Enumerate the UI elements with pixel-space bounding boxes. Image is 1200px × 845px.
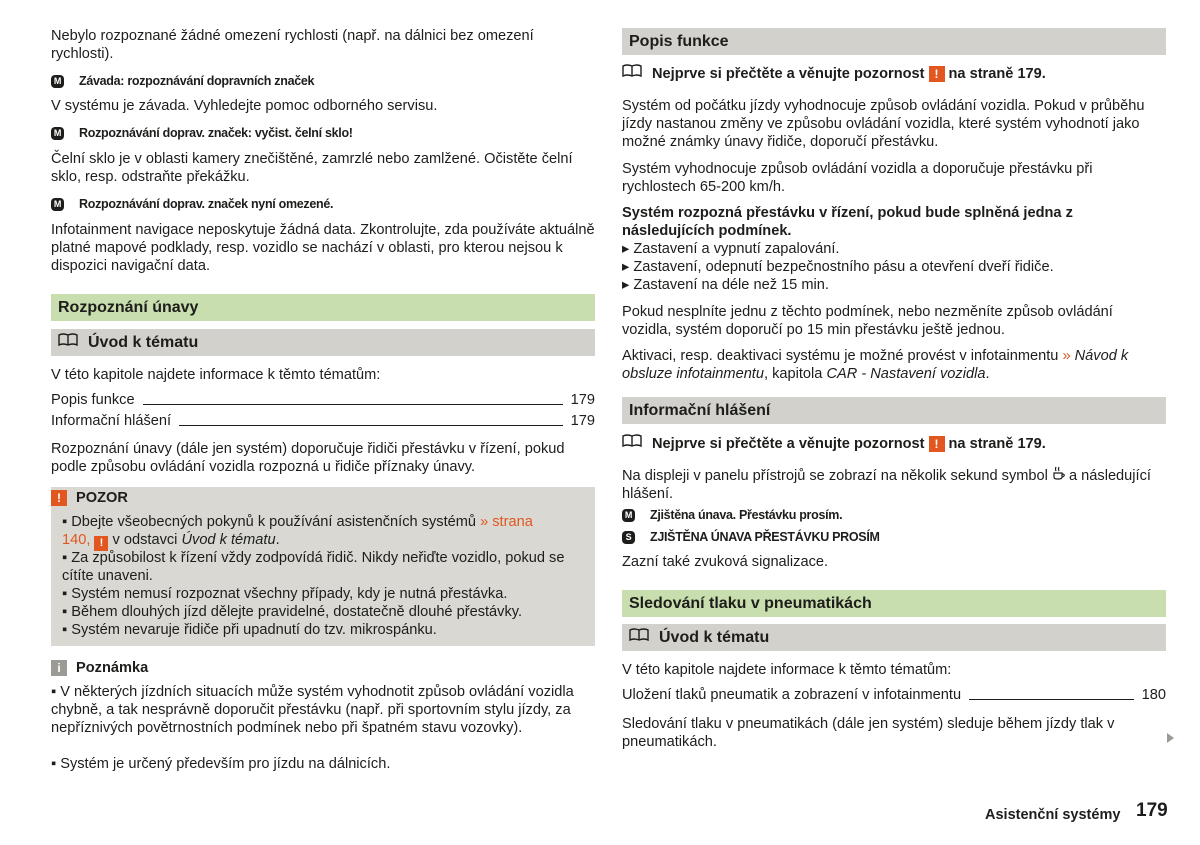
- coffee-cup-icon: [1052, 468, 1065, 484]
- description-text: Rozpoznání únavy (dále jen systém) doporučuje řidiči přestávku v řízení, pokud podle způsobu ovládání vozidla rozpozná u řidiče příznaky únavy.: [51, 441, 565, 475]
- reference-title[interactable]: Návod k obsluze infotainmentu: [622, 348, 1129, 382]
- warning-item: ▪ Systém nemusí rozpoznat všechny případy, kdy je nutná přestávka.: [62, 586, 508, 602]
- warning-title: POZOR: [76, 490, 128, 506]
- warning-item: ▪ Během dlouhých jízd dělejte pravidelné, dostatečně dlouhé přestávky.: [62, 604, 523, 620]
- read-first-text: Nejprve si přečtěte a věnujte pozornost: [652, 435, 925, 452]
- paragraph: Pokud nesplníte jednu z těchto podmínek, nebo nezměníte způsob ovládání vozidla, systém doporučí po 15 min přestávku ještě jednou.: [622, 304, 1113, 338]
- note-item: ▪ Systém je určený především pro jízdu na dálnicích.: [51, 756, 391, 772]
- footer-page-number: 179: [1136, 800, 1168, 821]
- paragraph-text: .: [985, 366, 990, 382]
- message-row: [51, 124, 595, 142]
- note-item-text: V některých jízdních situacích může systém vyhodnotit způsob ovládání vozidla chybně, a tak nesprávně doporučit přestávku (např. při sportovním stylu jízdy, za nepříznivých povětrnostních podmínek nebo při špatném stavu vozovky).: [51, 684, 574, 736]
- warning-icon: !: [51, 490, 67, 506]
- section-heading: Informační hlášení: [622, 397, 1166, 424]
- condition-text: Zastavení, odepnutí bezpečnostního pásu a otevření dveří řidiče.: [633, 259, 1054, 275]
- note-header: [51, 659, 595, 677]
- toc-entry[interactable]: [622, 686, 1166, 704]
- warning-header: [51, 489, 128, 507]
- warning-item-text: Za způsobilost k řízení vždy zodpovídá řidič. Nikdy neřiďte vozidlo, pokud se cítíte unaveni.: [62, 550, 565, 584]
- warning-box: [51, 487, 595, 646]
- reference-arrow[interactable]: »: [1062, 348, 1071, 364]
- warning-icon: !: [929, 66, 945, 82]
- paragraph: Zazní také zvuková signalizace.: [622, 554, 829, 570]
- toc-intro: V této kapitole najdete informace k těmto tématům:: [51, 367, 381, 383]
- condition-item: ▸ Zastavení a vypnutí zapalování.: [622, 241, 840, 257]
- message-row: [622, 528, 1166, 546]
- warning-item-text: Úvod k tématu: [181, 532, 276, 548]
- message-text: V systému je závada. Vyhledejte pomoc odborného servisu.: [51, 98, 438, 114]
- read-first-text: Nejprve si přečtěte a věnujte pozornost: [652, 65, 925, 82]
- toc-intro: V této kapitole najdete informace k těmto tématům:: [622, 662, 952, 678]
- info-icon: i: [51, 660, 67, 676]
- message-row: [51, 72, 595, 90]
- paragraph-text: Aktivaci, resp. deaktivaci systému je možné provést v infotainmentu: [622, 348, 1059, 364]
- book-icon: [622, 434, 642, 453]
- read-first-notice: [622, 434, 1166, 453]
- note-item: ▪ V některých jízdních situacích může systém vyhodnotit způsob ovládání vozidla chybně, a tak nesprávně doporučit přestávku (např. při sportovním stylu jízdy, za nepříznivých povětrnostních podmínek nebo při špatném stavu vozovky).: [51, 684, 574, 736]
- footer-chapter-title: Asistenční systémy: [985, 807, 1121, 823]
- toc-leader: [143, 404, 563, 405]
- paragraph: Systém vyhodnocuje způsob ovládání vozidla a doporučuje přestávku při rychlostech 65-200 km/h.: [622, 161, 1093, 195]
- message-row: [622, 506, 1166, 524]
- paragraph-text: a následující hlášení.: [622, 468, 1151, 502]
- message-row: [51, 195, 595, 213]
- warning-item-text: Během dlouhých jízd dělejte pravidelné, dostatečně dlouhé přestávky.: [71, 604, 523, 620]
- message-symbol-icon: M: [51, 75, 64, 88]
- paragraph: Systém od počátku jízdy vyhodnocuje způsob ovládání vozidla. Pokud v průběhu jízdy nastanou změny ve způsobu ovládání vozidla, které systém vyhodnotí jako možné známky únavy řidiče, doporučí přestávku.: [622, 98, 1145, 150]
- warning-small-icon: !: [94, 536, 108, 551]
- page-reference-link[interactable]: » strana 140,: [62, 514, 533, 548]
- warning-item-text: Systém nevaruje řidiče při upadnutí do tzv. mikrospánku.: [71, 622, 437, 638]
- toc-entry[interactable]: [51, 391, 595, 409]
- message-symbol-icon: S: [622, 531, 635, 544]
- toc-page: 180: [1141, 687, 1166, 703]
- message-title: Rozpoznávání doprav. značek: vyčist. čelní sklo!: [79, 126, 353, 140]
- reference-chapter: CAR - Nastavení vozidla: [826, 366, 986, 382]
- message-symbol-icon: M: [51, 198, 64, 211]
- subsection-heading: [51, 329, 595, 356]
- condition-item: ▸ Zastavení na déle než 15 min.: [622, 277, 829, 293]
- note-title: Poznámka: [76, 660, 149, 676]
- toc-page: 179: [570, 392, 595, 408]
- section-heading: Popis funkce: [622, 28, 1166, 55]
- paragraph: [622, 466, 1166, 503]
- message-symbol-icon: M: [622, 509, 635, 522]
- book-icon: [58, 329, 78, 356]
- message-symbol-icon: M: [51, 127, 64, 140]
- paragraph: Sledování tlaku v pneumatikách (dále jen systém) sleduje během jízdy tlak v pneumatikách.: [622, 716, 1115, 750]
- condition-text: Zastavení a vypnutí zapalování.: [633, 241, 840, 257]
- toc-entry[interactable]: [51, 412, 595, 430]
- warning-item: ▪ Za způsobilost k řízení vždy zodpovídá řidič. Nikdy neřiďte vozidlo, pokud se cítíte unaveni.: [62, 550, 565, 584]
- message-title: Závada: rozpoznávání dopravních značek: [79, 74, 315, 88]
- toc-label: Uložení tlaků pneumatik a zobrazení v infotainmentu: [622, 687, 962, 703]
- read-first-page[interactable]: na straně 179.: [948, 65, 1046, 82]
- book-icon: [629, 624, 649, 651]
- condition-item: ▸ Zastavení, odepnutí bezpečnostního pásu a otevření dveří řidiče.: [622, 259, 1054, 275]
- message-title: Zjištěna únava. Přestávku prosím.: [650, 508, 843, 522]
- toc-leader: [969, 699, 1134, 700]
- message-text: Čelní sklo je v oblasti kamery znečištěné, zamrzlé nebo zamlžené. Očistěte čelní sklo, resp. odstraňte překážku.: [51, 151, 573, 185]
- paragraph-text: Na displeji v panelu přístrojů se zobrazí na několik sekund symbol: [622, 468, 1048, 484]
- toc-page: 179: [570, 413, 595, 429]
- toc-label: Popis funkce: [51, 392, 135, 408]
- toc-label: Informační hlášení: [51, 413, 172, 429]
- paragraph: [622, 347, 1166, 383]
- condition-text: Zastavení na déle než 15 min.: [633, 277, 829, 293]
- message-title: ZJIŠTĚNA ÚNAVA PŘESTÁVKU PROSÍM: [650, 530, 880, 544]
- book-icon: [622, 64, 642, 83]
- toc-leader: [179, 425, 563, 426]
- warning-icon: !: [929, 436, 945, 452]
- read-first-page[interactable]: na straně 179.: [948, 435, 1046, 452]
- warning-item-text: v odstavci: [112, 532, 178, 548]
- warning-item-text: Systém nemusí rozpoznat všechny případy, kdy je nutná přestávka.: [71, 586, 508, 602]
- warning-item-text: Dbejte všeobecných pokynů k používání asistenčních systémů: [71, 514, 477, 530]
- section-heading: Sledování tlaku v pneumatikách: [622, 590, 1166, 617]
- read-first-notice: [622, 64, 1166, 83]
- intro-text: Nebylo rozpoznané žádné omezení rychlosti (např. na dálnici bez omezení rychlosti).: [51, 28, 534, 62]
- conditions-title: Systém rozpozná přestávku v řízení, pokud bude splněná jedna z následujících podmínek.: [622, 205, 1073, 239]
- message-title: Rozpoznávání doprav. značek nyní omezené.: [79, 197, 334, 211]
- paragraph-text: , kapitola: [763, 366, 823, 382]
- subsection-heading: [622, 624, 1166, 651]
- note-item-text: Systém je určený především pro jízdu na dálnicích.: [60, 756, 391, 772]
- message-text: Infotainment navigace neposkytuje žádná data. Zkontrolujte, zda používáte aktuálně platné mapové podklady, resp. vozidlo se nachází v oblasti, pro kterou nejsou k dispozici navigační data.: [51, 222, 595, 274]
- section-heading: Rozpoznání únavy: [51, 294, 595, 321]
- warning-item: ▪ Systém nevaruje řidiče při upadnutí do tzv. mikrospánku.: [62, 622, 437, 638]
- next-page-arrow-icon[interactable]: [1167, 733, 1174, 743]
- warning-item-text: .: [275, 532, 280, 548]
- warning-item: ▪ Dbejte všeobecných pokynů k používání asistenčních systémů » strana 140, ! v odstavci Úvod k tématu.: [62, 514, 533, 549]
- subsection-title: Úvod k tématu: [88, 334, 199, 351]
- subsection-title: Úvod k tématu: [659, 629, 770, 646]
